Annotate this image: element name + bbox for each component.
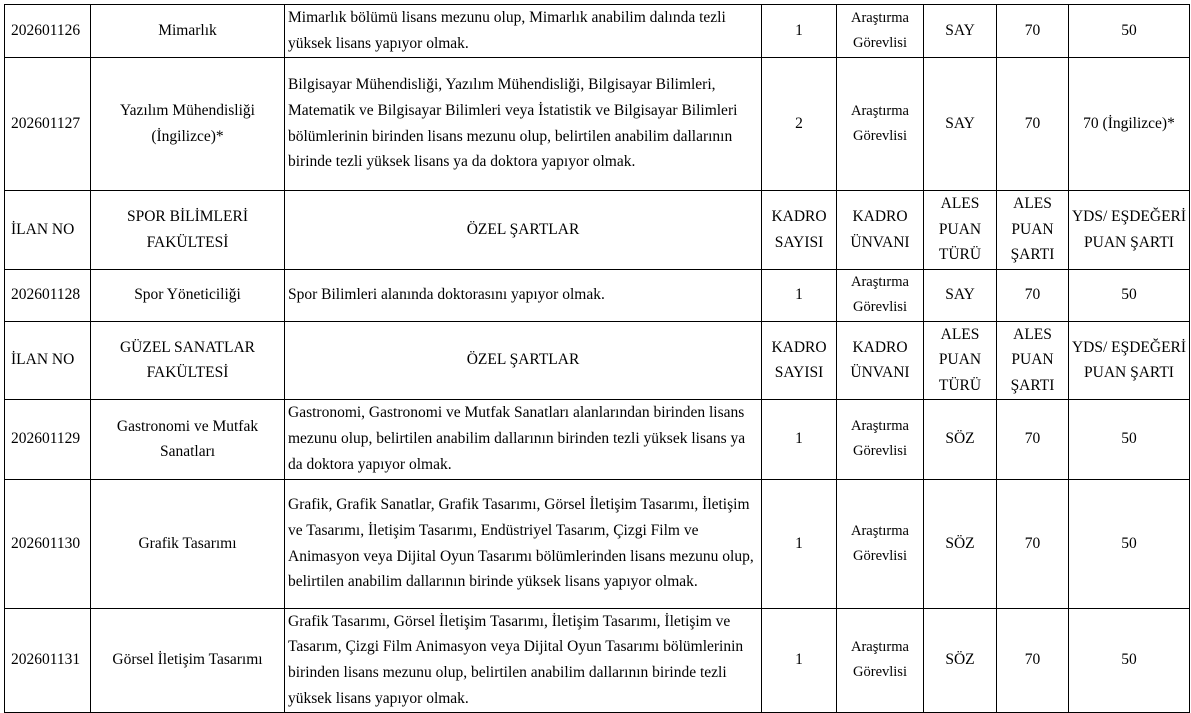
program-name: Mimarlık — [91, 5, 285, 58]
table-row — [5, 5, 1190, 58]
header-ales-puan-sarti: ALES PUAN ŞARTI — [997, 190, 1069, 269]
ales-puan-turu: SÖZ — [924, 399, 997, 479]
header-ales-puan-sarti: ALES PUAN ŞARTI — [997, 321, 1069, 399]
yds-puan-sarti: 70 (İngilizce)* — [1069, 57, 1190, 190]
table-row — [5, 399, 1190, 479]
program-name: Yazılım Mühendisliği (İngilizce)* — [91, 57, 285, 190]
header-ilan-no: İLAN NO — [5, 190, 91, 269]
faculty-name: GÜZEL SANATLAR FAKÜLTESİ — [91, 321, 285, 399]
kadro-unvani: Araştırma Görevlisi — [837, 608, 924, 712]
ales-puan-turu: SÖZ — [924, 479, 997, 608]
kadro-unvani: Araştırma Görevlisi — [837, 5, 924, 58]
ales-puan-turu: SAY — [924, 5, 997, 58]
ales-puan-sarti: 70 — [997, 399, 1069, 479]
kadro-unvani: Araştırma Görevlisi — [837, 57, 924, 190]
special-conditions: Mimarlık bölümü lisans mezunu olup, Mimarlık anabilim dalında tezli yüksek lisans yapıyor olmak. — [285, 5, 762, 58]
ilan-no: 202601127 — [5, 57, 91, 190]
kadro-sayisi: 1 — [762, 479, 837, 608]
ilan-no: 202601131 — [5, 608, 91, 712]
ales-puan-turu: SÖZ — [924, 608, 997, 712]
ales-puan-sarti: 70 — [997, 479, 1069, 608]
faculty-name: SPOR BİLİMLERİ FAKÜLTESİ — [91, 190, 285, 269]
special-conditions: Gastronomi, Gastronomi ve Mutfak Sanatları alanlarından birinden lisans mezunu olup, belirtilen anabilim dallarının birinden tezli yüksek lisans ya da doktora yapıyor olmak. — [285, 399, 762, 479]
yds-puan-sarti: 50 — [1069, 5, 1190, 58]
kadro-sayisi: 1 — [762, 399, 837, 479]
header-kadro-unvani: KADRO ÜNVANI — [837, 190, 924, 269]
table-row — [5, 269, 1190, 321]
ilan-no: 202601128 — [5, 269, 91, 321]
header-yds-puan-sarti: YDS/ EŞDEĞERİ PUAN ŞARTI — [1069, 190, 1190, 269]
header-special-conditions: ÖZEL ŞARTLAR — [285, 321, 762, 399]
header-kadro-sayisi: KADRO SAYISI — [762, 190, 837, 269]
kadro-sayisi: 1 — [762, 269, 837, 321]
kadro-unvani: Araştırma Görevlisi — [837, 269, 924, 321]
special-conditions: Grafik Tasarımı, Görsel İletişim Tasarımı, İletişim Tasarımı, İletişim ve Tasarım, Çizgi Film Animasyon veya Dijital Oyun Tasarımı bölümlerinin birinden lisans mezunu olup, belirtilen anabilim dallarının birinde tezli yüksek lisans yapıyor olmak. — [285, 608, 762, 712]
header-ales-puan-turu: ALES PUAN TÜRÜ — [924, 190, 997, 269]
ilan-no: 202601129 — [5, 399, 91, 479]
kadro-unvani: Araştırma Görevlisi — [837, 399, 924, 479]
special-conditions: Bilgisayar Mühendisliği, Yazılım Mühendisliği, Bilgisayar Bilimleri, Matematik ve Bilgisayar Bilimleri veya İstatistik ve Bilgisayar Bilimleri bölümlerinin birinden lisans mezunu olup, belirtilen anabilim dallarının birinde tezli yüksek lisans ya da doktora yapıyor olmak. — [285, 57, 762, 190]
program-name: Görsel İletişim Tasarımı — [91, 608, 285, 712]
kadro-sayisi: 1 — [762, 5, 837, 58]
yds-puan-sarti: 50 — [1069, 269, 1190, 321]
ales-puan-turu: SAY — [924, 269, 997, 321]
special-conditions: Grafik, Grafik Sanatlar, Grafik Tasarımı, Görsel İletişim Tasarımı, İletişim ve Tasarımı, İletişim Tasarımı, Endüstriyel Tasarım, Çizgi Film ve Animasyon veya Dijital Oyun Tasarımı bölümlerinden lisans mezunu olup, belirtilen anabilim dallarının birinde yüksek lisans yapıyor olmak. — [285, 479, 762, 608]
table-row — [5, 479, 1190, 608]
table-row — [5, 608, 1190, 712]
section-header-row — [5, 321, 1190, 399]
header-ales-puan-turu: ALES PUAN TÜRÜ — [924, 321, 997, 399]
program-name: Gastronomi ve Mutfak Sanatları — [91, 399, 285, 479]
ales-puan-sarti: 70 — [997, 57, 1069, 190]
ilan-no: 202601126 — [5, 5, 91, 58]
ales-puan-turu: SAY — [924, 57, 997, 190]
kadro-unvani: Araştırma Görevlisi — [837, 479, 924, 608]
program-name: Spor Yöneticiliği — [91, 269, 285, 321]
header-kadro-unvani: KADRO ÜNVANI — [837, 321, 924, 399]
ilan-no: 202601130 — [5, 479, 91, 608]
ales-puan-sarti: 70 — [997, 608, 1069, 712]
section-header-row — [5, 190, 1190, 269]
yds-puan-sarti: 50 — [1069, 479, 1190, 608]
yds-puan-sarti: 50 — [1069, 399, 1190, 479]
yds-puan-sarti: 50 — [1069, 608, 1190, 712]
header-yds-puan-sarti: YDS/ EŞDEĞERİ PUAN ŞARTI — [1069, 321, 1190, 399]
header-kadro-sayisi: KADRO SAYISI — [762, 321, 837, 399]
program-name: Grafik Tasarımı — [91, 479, 285, 608]
special-conditions: Spor Bilimleri alanında doktorasını yapıyor olmak. — [285, 269, 762, 321]
kadro-sayisi: 1 — [762, 608, 837, 712]
header-ilan-no: İLAN NO — [5, 321, 91, 399]
header-special-conditions: ÖZEL ŞARTLAR — [285, 190, 762, 269]
ales-puan-sarti: 70 — [997, 269, 1069, 321]
table-row — [5, 57, 1190, 190]
positions-table — [4, 4, 1190, 713]
kadro-sayisi: 2 — [762, 57, 837, 190]
ales-puan-sarti: 70 — [997, 5, 1069, 58]
